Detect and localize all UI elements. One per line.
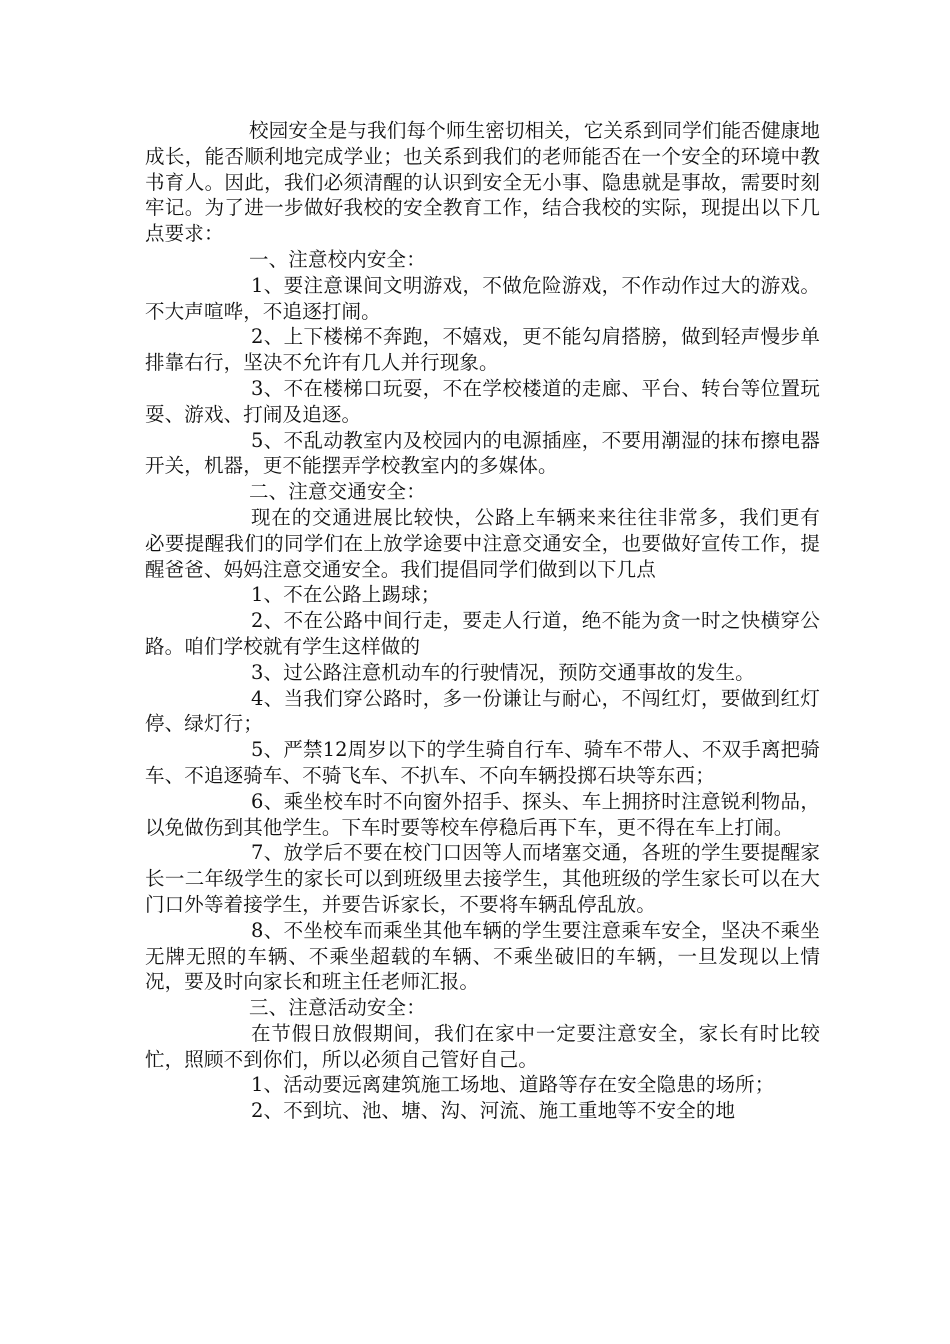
traffic-rule-7: 7、放学后不要在校门口因等人而堵塞交通，各班的学生要提醒家长一二年级学生的家长可以到班级里去接学生，其他班级的学生家长可以在大门口外等着接学生，并要告诉家长，不要将车辆乱停乱放。 (145, 841, 820, 916)
traffic-rule-1: 1、不在公路上踢球； (251, 583, 441, 607)
activity-rule-1: 1、活动要远离建筑施工场地、道路等存在安全隐患的场所； (251, 1073, 775, 1097)
traffic-rule-8: 8、不坐校车而乘坐其他车辆的学生要注意乘车安全，坚决不乘坐无牌无照的车辆、不乘坐超载的车辆、不乘坐破旧的车辆，一旦发现以上情况，要及时向家长和班主任老师汇报。 (145, 918, 820, 994)
campus-rule-3: 3、不在楼梯口玩耍，不在学校楼道的走廊、平台、转台等位置玩耍、游戏、打闹及追逐。 (145, 376, 820, 426)
section-heading-activity-safety: 三、注意活动安全： (249, 996, 426, 1020)
document-body (145, 118, 820, 1124)
intro-paragraph: 校园安全是与我们每个师生密切相关，它关系到同学们能否健康地成长，能否顺利地完成学业；也关系到我们的老师能否在一个安全的环境中教书育人。因此，我们必须清醒的认识到安全无小事、隐患就是事故，需要时刻牢记。为了进一步做好我校的安全教育工作，结合我校的实际，现提出以下几点要求： (145, 119, 820, 246)
activity-intro-paragraph: 在节假日放假期间，我们在家中一定要注意安全，家长有时比较忙，照顾不到你们，所以必须自己管好自己。 (145, 1021, 820, 1071)
section-heading-campus-safety: 一、注意校内安全： (249, 247, 426, 271)
activity-rule-2: 2、不到坑、池、塘、沟、河流、施工重地等不安全的地 (251, 1099, 736, 1123)
traffic-rule-3: 3、过公路注意机动车的行驶情况，预防交通事故的发生。 (251, 660, 755, 684)
traffic-rule-4: 4、当我们穿公路时，多一份谦让与耐心，不闯红灯，要做到红灯停、绿灯行； (145, 686, 820, 736)
campus-rule-5: 5、不乱动教室内及校园内的电源插座，不要用潮湿的抹布擦电器开关，机器，更不能摆弄学校教室内的多媒体。 (145, 428, 820, 478)
traffic-rule-2: 2、不在公路中间行走，要走人行道，绝不能为贪一时之快横穿公路。咱们学校就有学生这样做的 (145, 609, 820, 658)
campus-rule-1: 1、要注意课间文明游戏，不做危险游戏，不作动作过大的游戏。不大声喧哗，不追逐打闹。 (145, 273, 820, 323)
section-heading-traffic-safety: 二、注意交通安全： (249, 480, 426, 504)
traffic-rule-5: 5、严禁12周岁以下的学生骑自行车、骑车不带人、不双手离把骑车、不追逐骑车、不骑飞车、不扒车、不向车辆投掷石块等东西； (145, 738, 820, 787)
traffic-rule-6: 6、乘坐校车时不向窗外招手、探头、车上拥挤时注意锐利物品，以免做伤到其他学生。下车时要等校车停稳后再下车，更不得在车上打闹。 (145, 789, 820, 839)
campus-rule-2: 2、上下楼梯不奔跑，不嬉戏，更不能勾肩搭膀，做到轻声慢步单排靠右行，坚决不允许有几人并行现象。 (145, 325, 820, 375)
traffic-intro-paragraph: 现在的交通进展比较快，公路上车辆来来往往非常多，我们更有必要提醒我们的同学们在上放学途要中注意交通安全，也要做好宣传工作，提醒爸爸、妈妈注意交通安全。我们提倡同学们做到以下几点 (145, 505, 820, 581)
